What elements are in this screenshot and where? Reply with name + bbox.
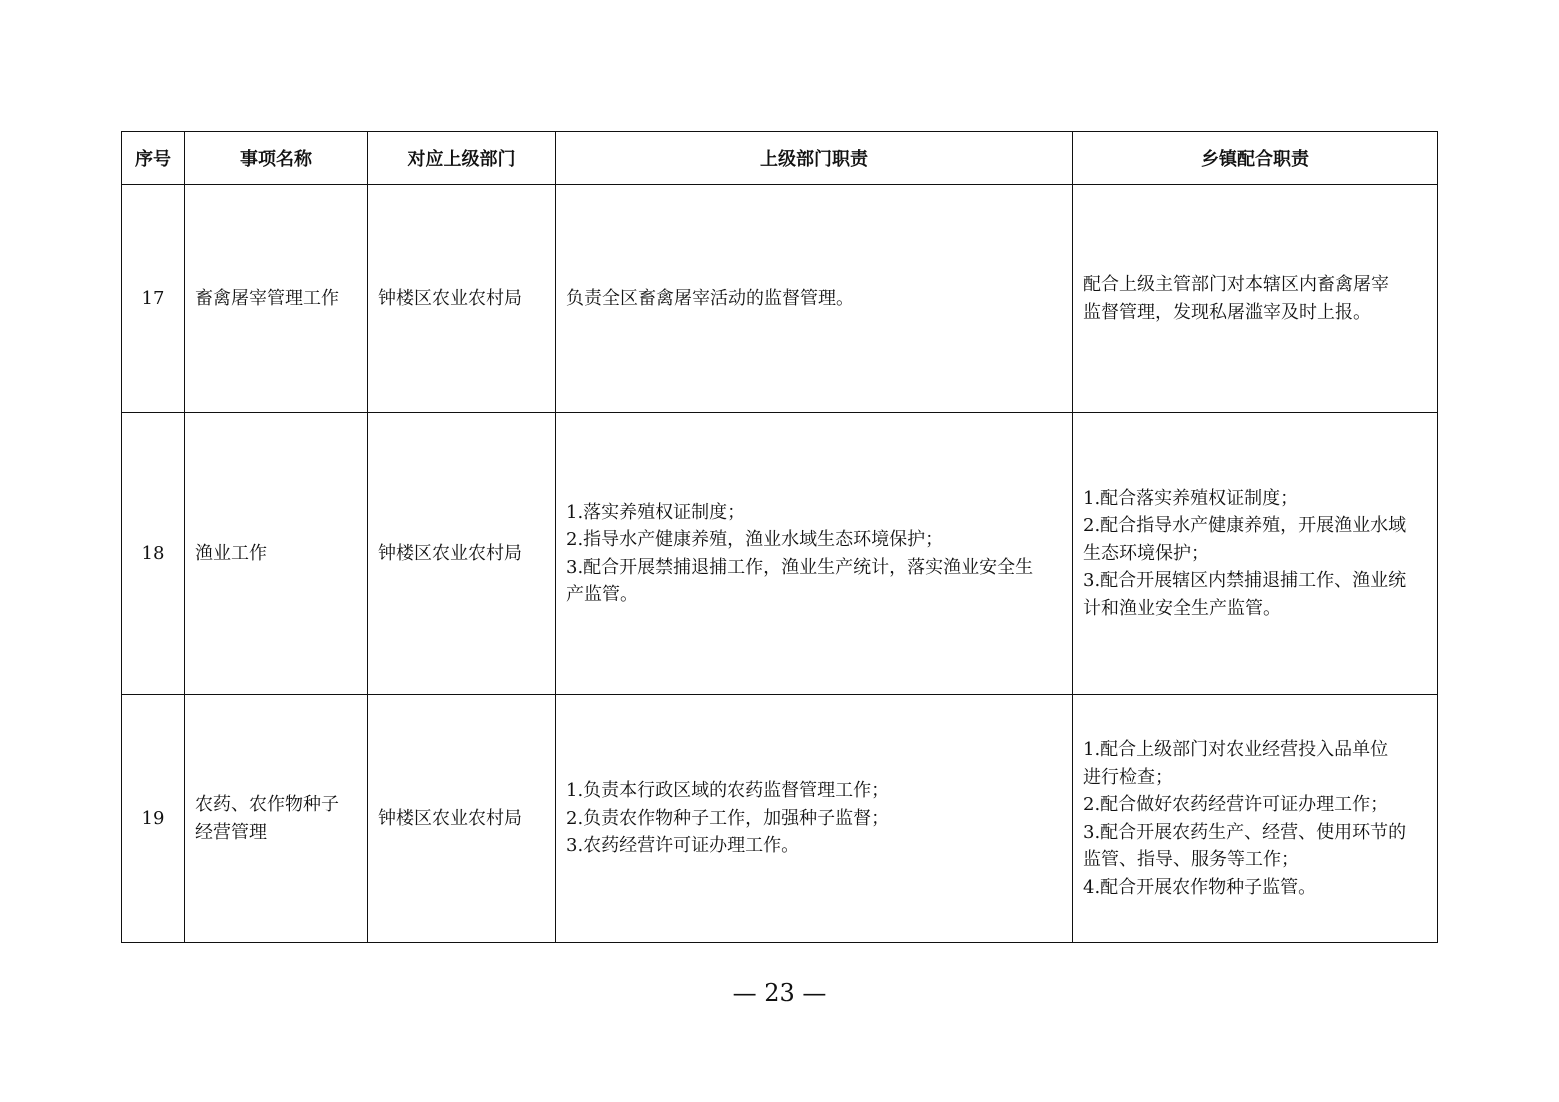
coop-line: 3.配合开展辖区内禁捕退捕工作、渔业统 — [1083, 570, 1407, 592]
duty-line: 1.负责本行政区域的农药监督管理工作； — [566, 780, 890, 802]
header-item-name: 事项名称 — [185, 132, 368, 185]
row-dept: 钟楼区农业农村局 — [368, 695, 556, 943]
row-item-name — [185, 695, 368, 943]
row-item-name — [185, 413, 368, 695]
table-row — [122, 185, 1438, 413]
row-serial: 19 — [122, 695, 185, 943]
item-line: 渔业工作 — [195, 542, 267, 564]
coop-line: 计和渔业安全生产监管。 — [1083, 597, 1281, 619]
duties-table — [121, 131, 1438, 943]
row-township-duty — [1073, 695, 1438, 943]
header-superior-dept: 对应上级部门 — [368, 132, 556, 185]
table-header-row — [122, 132, 1438, 185]
row-township-duty — [1073, 185, 1438, 413]
coop-line: 配合上级主管部门对本辖区内畜禽屠宰 — [1083, 274, 1389, 295]
duty-line: 3.农药经营许可证办理工作。 — [566, 835, 800, 857]
item-line: 畜禽屠宰管理工作 — [195, 287, 339, 309]
coop-line: 2.配合指导水产健康养殖，开展渔业水域 — [1083, 515, 1407, 537]
row-serial: 18 — [122, 413, 185, 695]
row-superior-duty — [556, 695, 1073, 943]
row-item-name — [185, 185, 368, 413]
duty-line: 2.指导水产健康养殖，渔业水域生态环境保护； — [566, 529, 944, 550]
duty-line: 1.落实养殖权证制度； — [566, 501, 746, 523]
table-row — [122, 413, 1438, 695]
row-dept: 钟楼区农业农村局 — [368, 413, 556, 695]
item-line: 农药、农作物种子 — [195, 794, 339, 815]
coop-line: 监管、指导、服务等工作； — [1083, 849, 1299, 870]
header-superior-duty: 上级部门职责 — [556, 132, 1073, 185]
coop-line: 1.配合上级部门对农业经营投入品单位 — [1083, 739, 1389, 760]
duty-line: 负责全区畜禽屠宰活动的监督管理。 — [566, 287, 854, 309]
coop-line: 3.配合开展农药生产、经营、使用环节的 — [1083, 821, 1407, 843]
duty-line: 3.配合开展禁捕退捕工作，渔业生产统计，落实渔业安全生 — [566, 556, 1034, 578]
coop-line: 生态环境保护； — [1083, 542, 1209, 564]
duty-line: 产监管。 — [566, 584, 638, 605]
duty-line: 2.负责农作物种子工作，加强种子监督； — [566, 807, 890, 829]
row-township-duty — [1073, 413, 1438, 695]
header-serial: 序号 — [122, 132, 185, 185]
coop-line: 监督管理，发现私屠滥宰及时上报。 — [1083, 301, 1371, 323]
page-number: — 23 — — [732, 979, 827, 1007]
row-superior-duty — [556, 413, 1073, 695]
header-township-duty: 乡镇配合职责 — [1073, 132, 1438, 185]
coop-line: 1.配合落实养殖权证制度； — [1083, 487, 1299, 509]
table-row — [122, 695, 1438, 943]
item-line: 经营管理 — [195, 821, 267, 843]
coop-line: 4.配合开展农作物种子监管。 — [1083, 876, 1317, 898]
coop-line: 2.配合做好农药经营许可证办理工作； — [1083, 794, 1389, 815]
coop-line: 进行检查； — [1083, 766, 1173, 788]
row-dept: 钟楼区农业农村局 — [368, 185, 556, 413]
row-superior-duty — [556, 185, 1073, 413]
row-serial: 17 — [122, 185, 185, 413]
